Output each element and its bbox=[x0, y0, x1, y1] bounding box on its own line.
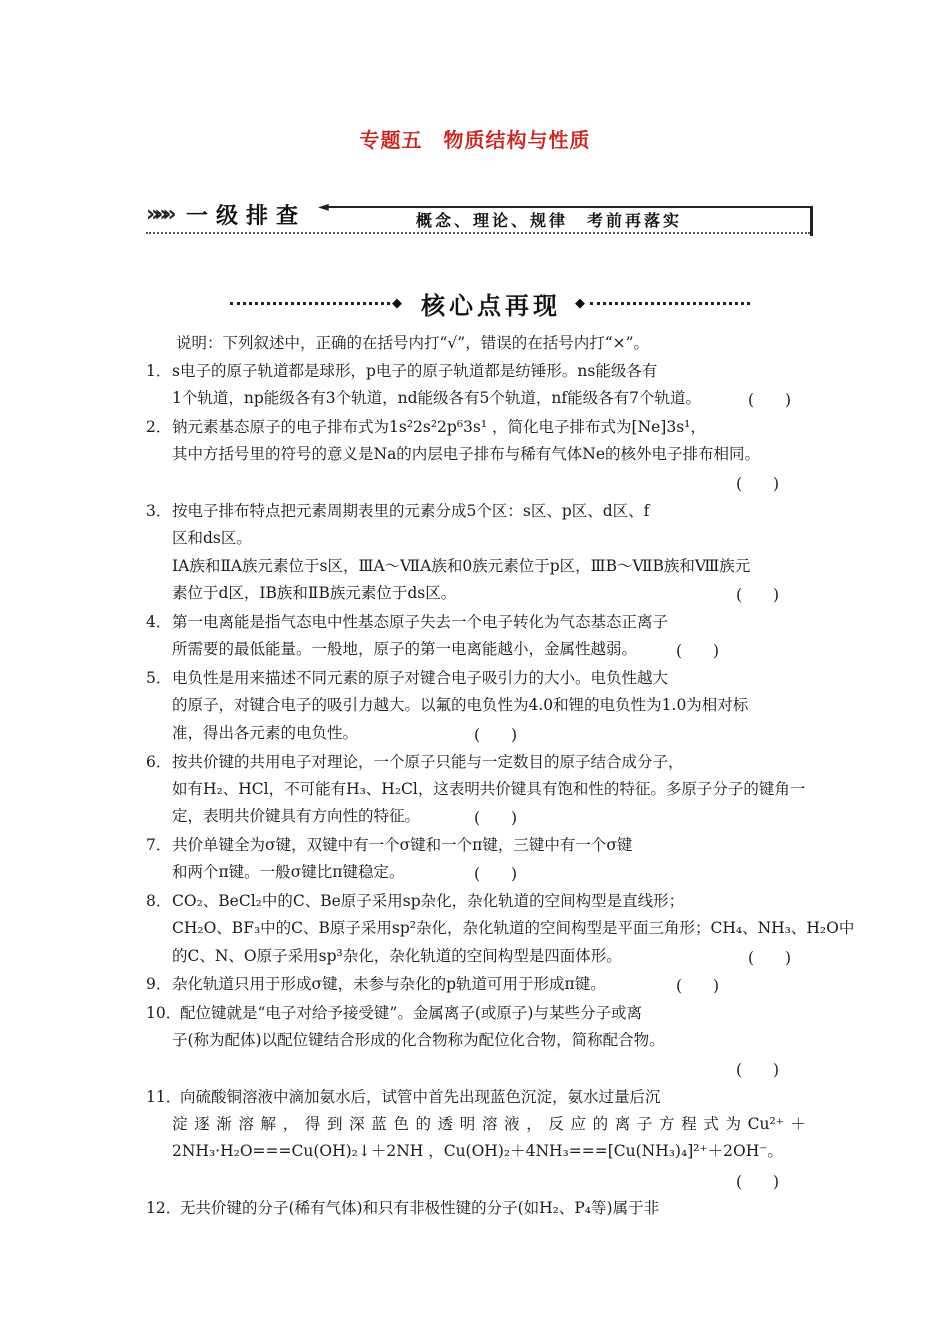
banner-label: 一级排查 bbox=[186, 204, 307, 229]
item-text: 共价单键全为σ键，双键中有一个σ键和一个π键，三键中有一个σ键 bbox=[172, 836, 633, 854]
item-text: 2NH₃·H₂O===Cu(OH)₂↓＋2NH ，Cu(OH)₂＋4NH₃===[Cu(NH₃)₄]²⁺＋2OH⁻。 bbox=[172, 1142, 783, 1160]
item-number: 11． bbox=[146, 1088, 182, 1106]
item-text: 配位键就是“电子对给予接受键”。金属离子(或原子)与某些分子或离 bbox=[180, 1004, 642, 1022]
item-number: 10． bbox=[146, 1004, 182, 1022]
answer-blank[interactable]: ( ) bbox=[736, 475, 780, 493]
item-text: 第一电离能是指气态电中性基态原子失去一个电子转化为气态基态正离子 bbox=[172, 613, 669, 631]
double-chevron-icon: »»» bbox=[146, 202, 171, 227]
answer-blank[interactable]: ( ) bbox=[474, 726, 518, 744]
answer-blank[interactable]: ( ) bbox=[736, 586, 780, 604]
item-text: 无共价键的分子(稀有气体)和只有非极性键的分子(如H₂、P₄等)属于非 bbox=[180, 1199, 660, 1217]
arrow-left-icon: ◄ bbox=[318, 199, 329, 215]
item-text: 所需要的最低能量。一般地，原子的第一电离能越小，金属性越弱。 bbox=[172, 640, 638, 658]
item-number: 2． bbox=[146, 418, 172, 436]
page-title: 专题五 物质结构与性质 bbox=[359, 128, 591, 152]
item-text: CO₂、BeCl₂中的C、Be原子采用sp杂化，杂化轨道的空间构型是直线形； bbox=[172, 892, 685, 910]
item-text: ⅠA族和ⅡA族元素位于s区，ⅢA～ⅦA族和0族元素位于p区，ⅢB～ⅦB族和Ⅷ族元 bbox=[172, 557, 751, 575]
answer-blank[interactable]: ( ) bbox=[676, 642, 720, 660]
item-text: 的原子，对键合电子的吸引力越大。以氟的电负性为4.0和锂的电负性为1.0为相对标 bbox=[172, 696, 749, 714]
banner-end-bar bbox=[810, 206, 813, 236]
answer-blank[interactable]: ( ) bbox=[736, 1173, 780, 1191]
item-text: 和两个π键。一般σ键比π键稳定。 bbox=[172, 863, 405, 881]
item-text: 子(称为配体)以配位键结合形成的化合物称为配位化合物，简称配合物。 bbox=[172, 1031, 665, 1049]
item-text: 向硫酸铜溶液中滴加氨水后，试管中首先出现蓝色沉淀，氨水过量后沉 bbox=[180, 1088, 661, 1106]
banner-subtitle: 概念、理论、规律 考前再落实 bbox=[416, 211, 683, 230]
answer-blank[interactable]: ( ) bbox=[474, 809, 518, 827]
section-title: 核心点再现 bbox=[421, 292, 561, 320]
item-text: 定，表明共价键具有方向性的特征。 bbox=[172, 807, 421, 825]
item-number: 1． bbox=[146, 362, 172, 380]
answer-blank[interactable]: ( ) bbox=[748, 391, 792, 409]
item-text: s电子的原子轨道都是球形，p电子的原子轨道都是纺锤形。ns能级各有 bbox=[172, 362, 658, 380]
dotted-rule-left bbox=[230, 302, 390, 305]
item-text: 钠元素基态原子的电子排布式为1s²2s²2p⁶3s¹ ，简化电子排布式为[Ne]3s¹， bbox=[172, 418, 706, 436]
diamond-icon: ◆ bbox=[392, 296, 402, 311]
item-number: 3． bbox=[146, 502, 172, 520]
item-text: 素位于d区，ⅠB族和ⅡB族元素位于ds区。 bbox=[172, 584, 457, 602]
section-banner bbox=[146, 196, 814, 238]
item-text: 如有H₂、HCl，不可能有H₃、H₂Cl，这表明共价键具有饱和性的特征。多原子分子的键角一 bbox=[172, 780, 806, 798]
intro-text: 说明：下列叙述中，正确的在括号内打“√”，错误的在括号内打“×”。 bbox=[176, 334, 650, 352]
item-text: 1个轨道，np能级各有3个轨道，nd能级各有5个轨道，nf能级各有7个轨道。 bbox=[172, 389, 701, 407]
item-number: 9． bbox=[146, 975, 172, 993]
item-text: 准，得出各元素的电负性。 bbox=[172, 724, 359, 742]
item-text: 淀逐渐溶解，得到深蓝色的透明溶液，反应的离子方程式为Cu²⁺＋ bbox=[172, 1115, 806, 1133]
banner-dotted-rule bbox=[146, 232, 810, 234]
item-text: 其中方括号里的符号的意义是Na的内层电子排布与稀有气体Ne的核外电子排布相同。 bbox=[172, 445, 761, 463]
item-text: 杂化轨道只用于形成σ键，未参与杂化的p轨道可用于形成π键。 bbox=[172, 975, 606, 993]
answer-blank[interactable]: ( ) bbox=[676, 977, 720, 995]
answer-blank[interactable]: ( ) bbox=[736, 1061, 780, 1079]
item-number: 6． bbox=[146, 753, 172, 771]
item-text: CH₂O、BF₃中的C、B原子采用sp²杂化，杂化轨道的空间构型是平面三角形；CH₄、NH₃、H₂O中 bbox=[172, 919, 855, 937]
item-number: 8． bbox=[146, 892, 172, 910]
item-number: 7． bbox=[146, 836, 172, 854]
item-text: 电负性是用来描述不同元素的原子对键合电子吸引力的大小。电负性越大 bbox=[172, 669, 669, 687]
section-header bbox=[230, 286, 750, 322]
item-text: 按共价键的共用电子对理论，一个原子只能与一定数目的原子结合成分子， bbox=[172, 753, 684, 771]
item-text: 区和ds区。 bbox=[172, 529, 252, 547]
item-number: 4． bbox=[146, 613, 172, 631]
item-number: 5． bbox=[146, 669, 172, 687]
diamond-icon: ◆ bbox=[575, 296, 585, 311]
answer-blank[interactable]: ( ) bbox=[748, 949, 792, 967]
dotted-rule-right bbox=[590, 302, 750, 305]
item-text: 的C、N、O原子采用sp³杂化，杂化轨道的空间构型是四面体形。 bbox=[172, 947, 622, 965]
item-number: 12． bbox=[146, 1199, 182, 1217]
answer-blank[interactable]: ( ) bbox=[474, 865, 518, 883]
item-text: 按电子排布特点把元素周期表里的元素分成5个区：s区、p区、d区、f bbox=[172, 502, 650, 520]
